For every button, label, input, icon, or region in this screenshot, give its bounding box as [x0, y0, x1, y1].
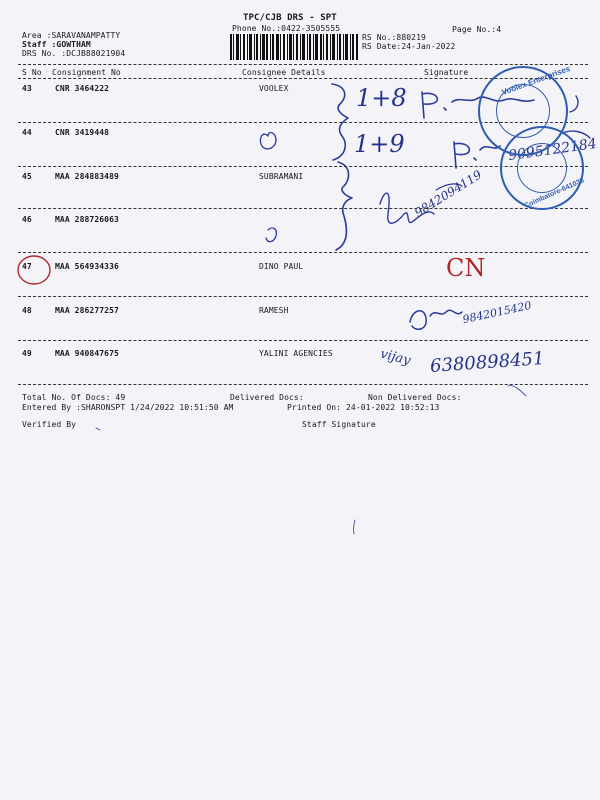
row-sno: 46 — [22, 215, 32, 224]
col-consignee: Consignee Details — [242, 68, 326, 77]
row-sno: 43 — [22, 84, 32, 93]
col-signature: Signature — [424, 68, 469, 77]
row-consignee: SUBRAMANI — [259, 172, 304, 181]
row-consignment: MAA 284883489 — [55, 172, 119, 181]
stamp-text-bottom: Coimbatore-641035 — [523, 177, 586, 210]
handwritten-row43-count: 1+8 — [356, 84, 407, 112]
row-consignee: DINO PAUL — [259, 262, 304, 271]
stamp-text-top: Voolex Enterprises — [500, 63, 572, 98]
col-sno: S No — [22, 68, 42, 77]
row-sno: 44 — [22, 128, 32, 137]
handwritten-phone-3: 9842015420 — [461, 298, 533, 327]
row-consignee: VOOLEX — [259, 84, 289, 93]
entered-by: Entered By :SHARONSPT 1/24/2022 10:51:50 AM — [22, 403, 234, 412]
non-delivered-docs: Non Delivered Docs: — [368, 393, 462, 402]
handwritten-vijay: vijay — [378, 346, 412, 369]
total-docs: Total No. Of Docs: 49 — [22, 393, 126, 402]
page-number: Page No.:4 — [452, 25, 502, 34]
document-title: TPC/CJB DRS - SPT — [243, 13, 337, 23]
stamp-inner-ring — [517, 143, 567, 193]
handwritten-phone-1: 9095122184 — [507, 135, 598, 165]
verified-by: Verified By — [22, 420, 77, 429]
row-consignment: MAA 564934336 — [55, 262, 119, 271]
row-sno: 47 — [22, 262, 32, 271]
row-consignment: MAA 286277257 — [55, 306, 119, 315]
handwritten-phone-2: 9842094119 — [412, 167, 485, 220]
red-circle-row47 — [18, 256, 50, 284]
handwritten-phone-4: 6380898451 — [429, 348, 546, 377]
handwritten-cn: CN — [446, 254, 486, 282]
company-stamp-2 — [500, 126, 584, 210]
row-consignee: RAMESH — [259, 306, 289, 315]
row-consignment: MAA 940847675 — [55, 349, 119, 358]
handwritten-row44-count: 1+9 — [354, 130, 405, 158]
row-consignment: MAA 288726063 — [55, 215, 119, 224]
area-label: Area :SARAVANAMPATTY — [22, 31, 121, 40]
rs-number: RS No.:880219 — [362, 33, 426, 42]
delivered-docs: Delivered Docs: — [230, 393, 304, 402]
printed-on: Printed On: 24-01-2022 10:52:13 — [287, 403, 440, 412]
row-sno: 45 — [22, 172, 32, 181]
row-consignee: YALINI AGENCIES — [259, 349, 333, 358]
row-consignment: CNR 3419448 — [55, 128, 110, 137]
drs-number: DRS No. :DCJB88021904 — [22, 49, 126, 58]
row-sno: 49 — [22, 349, 32, 358]
col-consignment: Consignment No — [52, 68, 121, 77]
phone-number: Phone No.:0422-3505555 — [232, 24, 341, 33]
rs-date: RS Date:24-Jan-2022 — [362, 42, 456, 51]
row-consignment: CNR 3464222 — [55, 84, 110, 93]
staff-label: Staff :GOWTHAM — [22, 40, 91, 49]
staff-signature-label: Staff Signature — [302, 420, 376, 429]
row-sno: 48 — [22, 306, 32, 315]
